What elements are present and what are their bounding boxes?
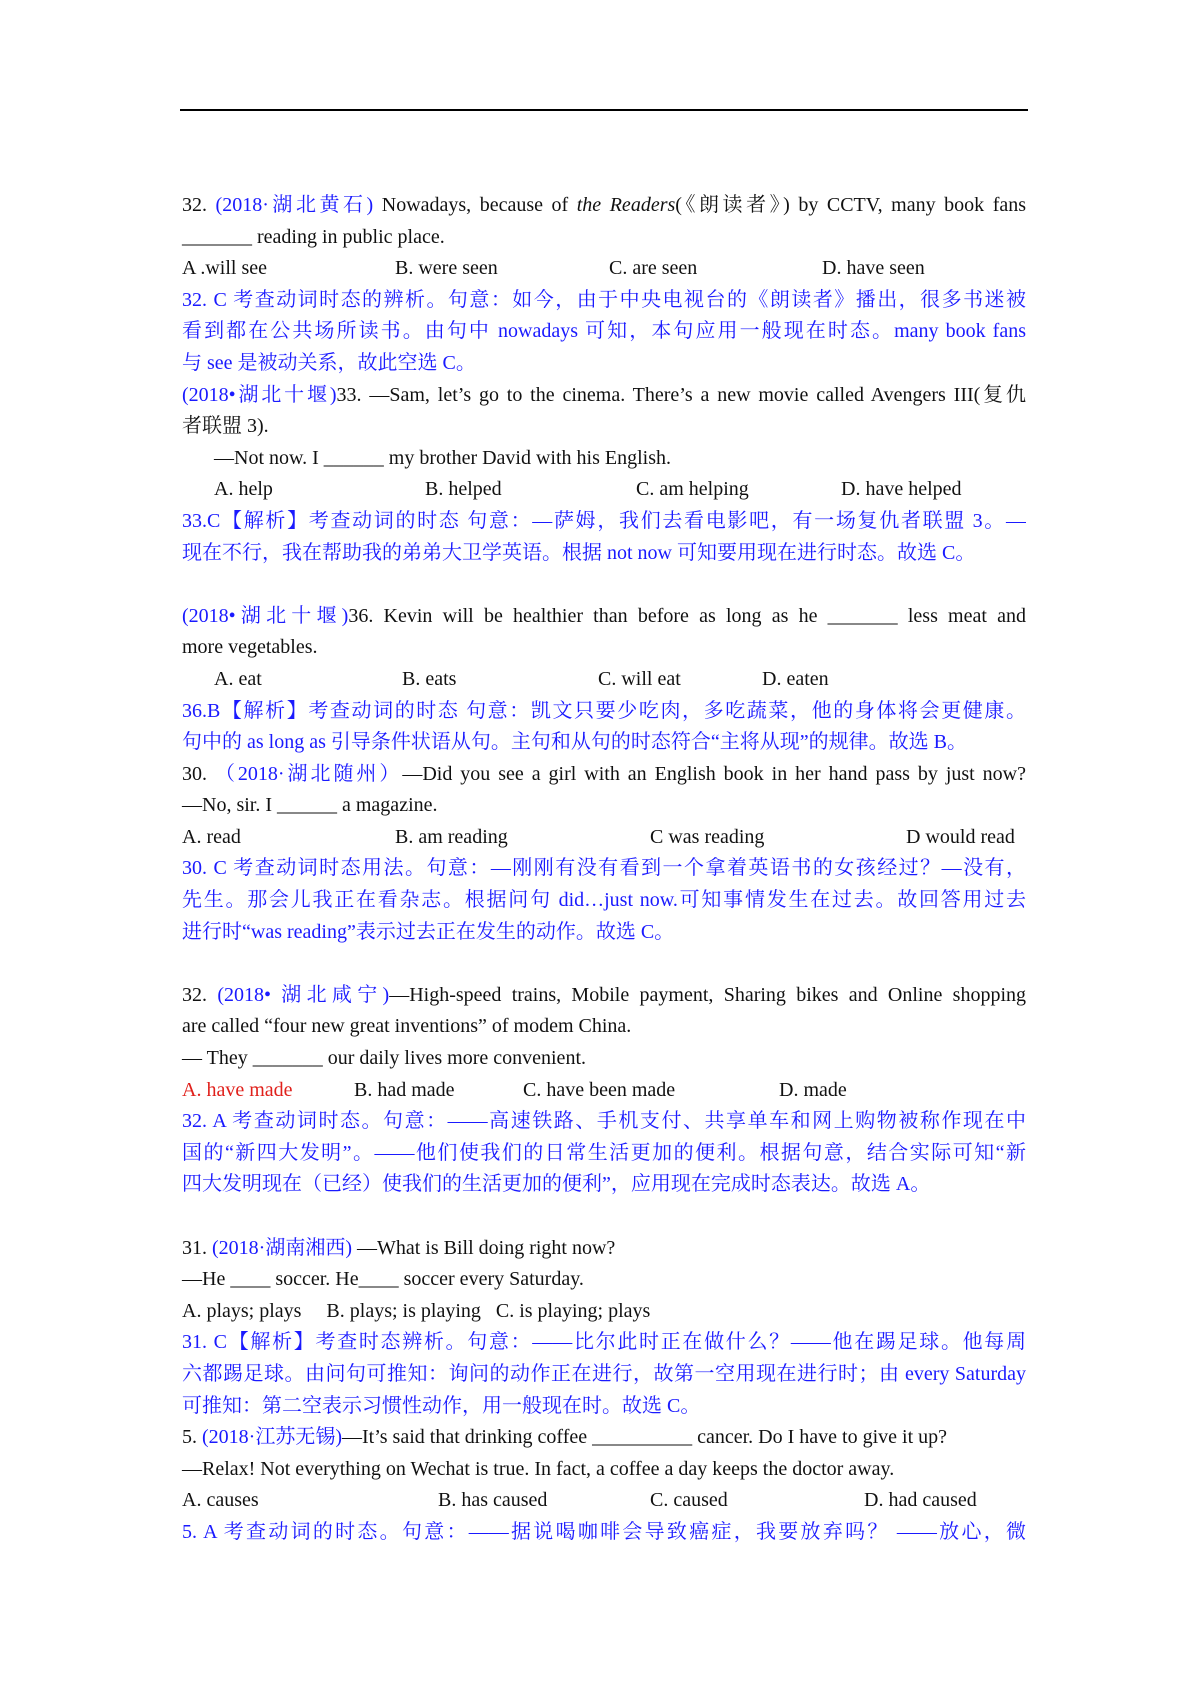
answer-line: 32. C 考查动词时态的辨析。句意：如今，由于中央电视台的《朗读者》播出，很多书迷被 [182,288,1026,311]
answer-line: 四大发明现在（已经）使我们的生活更加的便利”，应用现在完成时态表达。故选 A。 [182,1173,931,1196]
question-line: are called “four new great inventions” of modem China. [182,1015,632,1038]
answer-line: 先生。那会儿我正在看杂志。根据问句 did…just now.可知事情发生在过去。故回答用过去 [182,889,1026,912]
question-line: (2018•湖北十堰)33. —Sam, let’s go to the cinema. There’s a new movie called Avengers III(复仇 [182,383,1026,406]
answer-line: 31. C【解析】考查时态辨析。句意：——比尔此时正在做什么？——他在踢足球。他每周 [182,1331,1026,1354]
question-line: —Not now. I ______ my brother David with his English. [214,446,672,469]
question-line: 32. (2018·湖北黄石) Nowadays, because of the Readers(《朗读者》) by CCTV, many book fans [182,194,1026,216]
question-line: 30. （2018·湖北随州）—Did you see a girl with an English book in her hand pass by just now? [182,762,1026,785]
question-line: 5. (2018·江苏无锡)—It’s said that drinking coffee __________ cancer. Do I have to give it up? [182,1426,948,1449]
option-correct: A. have made [182,1078,293,1101]
answer-line: 看到都在公共场所读书。由句中 nowadays 可知，本句应用一般现在时态。many book fans [182,320,1026,343]
question-line: more vegetables. [182,636,318,659]
answer-line: 句中的 as long as 引导条件状语从句。主句和从句的时态符合“主将从现”的规律。故选 B。 [182,731,967,754]
option: C. have been made [523,1078,676,1101]
option: B. were seen [395,257,498,280]
answer-line: 进行时“was reading”表示过去正在发生的动作。故选 C。 [182,920,675,943]
options-line [182,474,1026,506]
option: A. causes [182,1489,259,1512]
question-line: — They _______ our daily lives more convenient. [182,1047,586,1070]
option: D. have helped [841,478,962,501]
option: D. eaten [762,667,829,690]
options-line [182,1075,1026,1107]
options-line: A. plays; plays B. plays; is playing C. is playing; plays [182,1299,651,1322]
question-line: (2018•湖北十堰)36. Kevin will be healthier than before as long as he _______ less meat and [182,604,1026,627]
option: D. have seen [822,257,925,280]
options-line [182,822,1026,854]
answer-line: 六都踢足球。由问句可推知：询问的动作正在进行，故第一空用现在进行时；由 every Saturday [182,1362,1026,1385]
answer-line: 5. A 考查动词的时态。句意：——据说喝咖啡会导致癌症，我要放弃吗？ ——放心，微 [182,1520,1026,1543]
option: A. read [182,825,241,848]
option: C. will eat [598,667,681,690]
option: B. helped [425,478,502,501]
document-body [182,190,1026,1549]
question-line: _______ reading in public place. [182,225,445,248]
question-line: —Relax! Not everything on Wechat is true. In fact, a coffee a day keeps the doctor away. [182,1457,895,1480]
option: D would read [906,825,1015,848]
answer-line: 33.C【解析】考查动词的时态 句意：—萨姆，我们去看电影吧，有一场复仇者联盟 3。— [182,509,1026,532]
answer-line: 32. A 考查动词时态。句意：——高速铁路、手机支付、共享单车和网上购物被称作现在中 [182,1110,1026,1133]
answer-line: 现在不行，我在帮助我的弟弟大卫学英语。根据 not now 可知要用现在进行时态。故选 C。 [182,541,976,564]
question-line: 者联盟 3). [182,415,269,438]
option: C. caused [650,1489,728,1512]
question-line: —He ____ soccer. He____ soccer every Saturday. [182,1268,584,1291]
answer-line: 36.B【解析】考查动词的时态 句意：凯文只要少吃肉，多吃蔬菜，他的身体将会更健康。 [182,699,1026,722]
option: B. am reading [395,825,508,848]
answer-line: 可推知：第二空表示习惯性动作，用一般现在时。故选 C。 [182,1394,701,1417]
option: A. help [214,478,273,501]
question-line: 31. (2018·湖南湘西) —What is Bill doing right now? [182,1236,616,1259]
option: A. eat [214,667,262,690]
option: C. am helping [636,478,749,501]
option: A .will see [182,257,267,280]
option: B. has caused [438,1489,548,1512]
option: C. are seen [609,257,698,280]
answer-line: 30. C 考查动词时态用法。句意：—刚刚有没有看到一个拿着英语书的女孩经过？—没有， [182,857,1026,880]
options-line [182,664,1026,696]
option: D. had caused [864,1489,977,1512]
question-line: —No, sir. I ______ a magazine. [182,794,438,817]
answer-line: 与 see 是被动关系，故此空选 C。 [182,351,476,374]
options-line [182,1485,1026,1517]
answer-line: 国的“新四大发明”。——他们使我们的日常生活更加的便利。根据句意，结合实际可知“新 [182,1141,1026,1164]
question-line: 32. (2018• 湖北咸宁)—High-speed trains, Mobile payment, Sharing bikes and Online shopping [182,983,1026,1006]
option: B. eats [402,667,457,690]
options-line [182,253,1026,285]
option: D. made [779,1078,847,1101]
option: B. had made [354,1078,455,1101]
option: C was reading [650,825,765,848]
header-rule [180,109,1028,111]
